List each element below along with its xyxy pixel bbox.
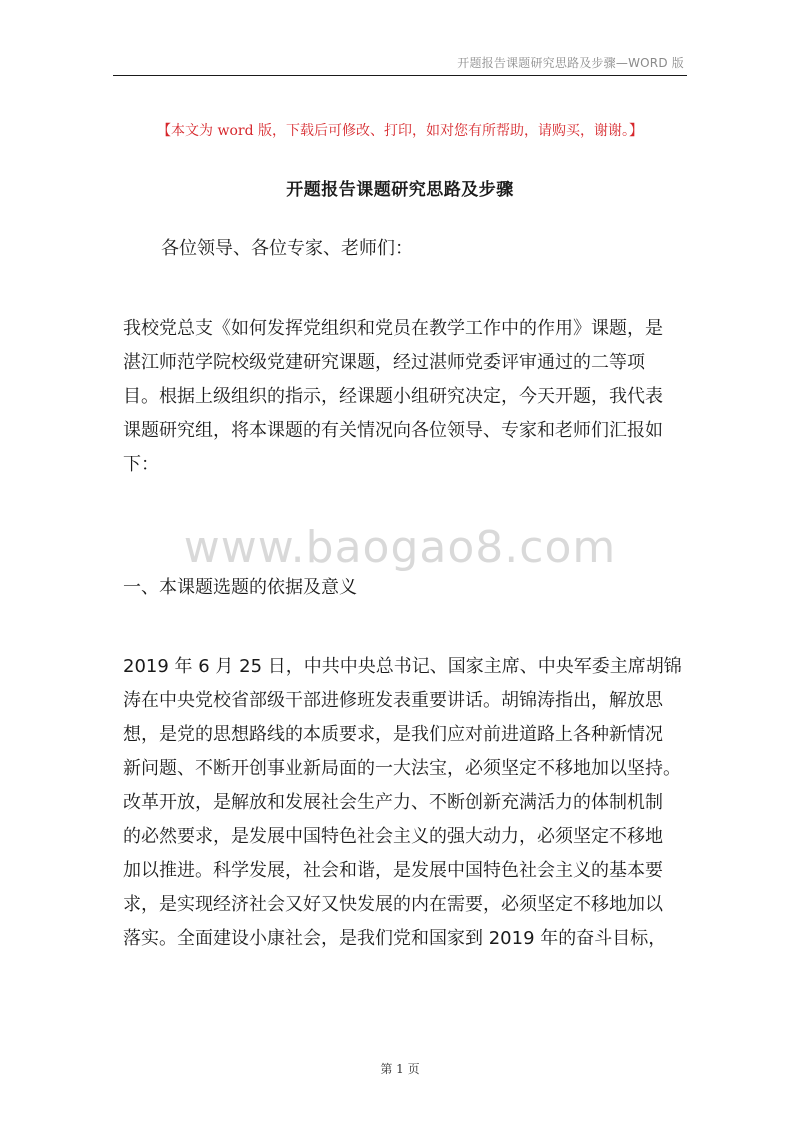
paragraph-line: 下： (123, 454, 159, 475)
purchase-notice: 【本文为 word 版，下载后可修改、打印，如对您有所帮助，请购买，谢谢。】 (157, 123, 643, 139)
section-heading-text: 一、本课题选题的依据及意义 (123, 577, 357, 598)
paragraph-line: 2019 年 6 月 25 日，中共中央总书记、国家主席、中央军委主席胡锦 (123, 656, 682, 677)
paragraph-line: 目。根据上级组织的指示，经课题小组研究决定，今天开题，我代表 (123, 386, 663, 407)
paragraph-line: 的必然要求，是发展中国特色社会主义的强大动力，必须坚定不移地 (123, 826, 663, 847)
paragraph-line: 涛在中央党校省部级干部进修班发表重要讲话。胡锦涛指出，解放思 (123, 690, 663, 711)
site-watermark: www.baogao8.com (183, 522, 617, 573)
paragraph-line: 我校党总支《如何发挥党组织和党员在教学工作中的作用》课题，是 (123, 318, 663, 339)
page-number: 第 1 页 (380, 1062, 420, 1076)
paragraph-basis (123, 650, 683, 956)
header-divider (113, 75, 687, 76)
document-title: 开题报告课题研究思路及步骤 (286, 180, 514, 200)
greeting (123, 232, 721, 266)
paragraph-line: 加以推进。科学发展，社会和谐，是发展中国特色社会主义的基本要 (123, 860, 663, 881)
paragraph-line: 新问题、不断开创事业新局面的一大法宝，必须坚定不移地加以坚持。 (123, 758, 681, 779)
section-heading (123, 571, 683, 605)
page-header: 开题报告课题研究思路及步骤—WORD 版 (457, 56, 684, 70)
greeting-line: 各位领导、各位专家、老师们： (161, 238, 413, 259)
paragraph-line: 落实。全面建设小康社会，是我们党和国家到 2019 年的奋斗目标， (123, 928, 667, 949)
paragraph-line: 湛江师范学院校级党建研究课题，经过湛师党委评审通过的二等项 (123, 352, 645, 373)
paragraph-line: 想，是党的思想路线的本质要求，是我们应对前进道路上各种新情况 (123, 724, 663, 745)
paragraph-intro (123, 312, 683, 482)
paragraph-line: 改革开放，是解放和发展社会生产力、不断创新充满活力的体制机制 (123, 792, 663, 813)
paragraph-line: 课题研究组，将本课题的有关情况向各位领导、专家和老师们汇报如 (123, 420, 663, 441)
paragraph-line: 求，是实现经济社会又好又快发展的内在需要，必须坚定不移地加以 (123, 894, 663, 915)
